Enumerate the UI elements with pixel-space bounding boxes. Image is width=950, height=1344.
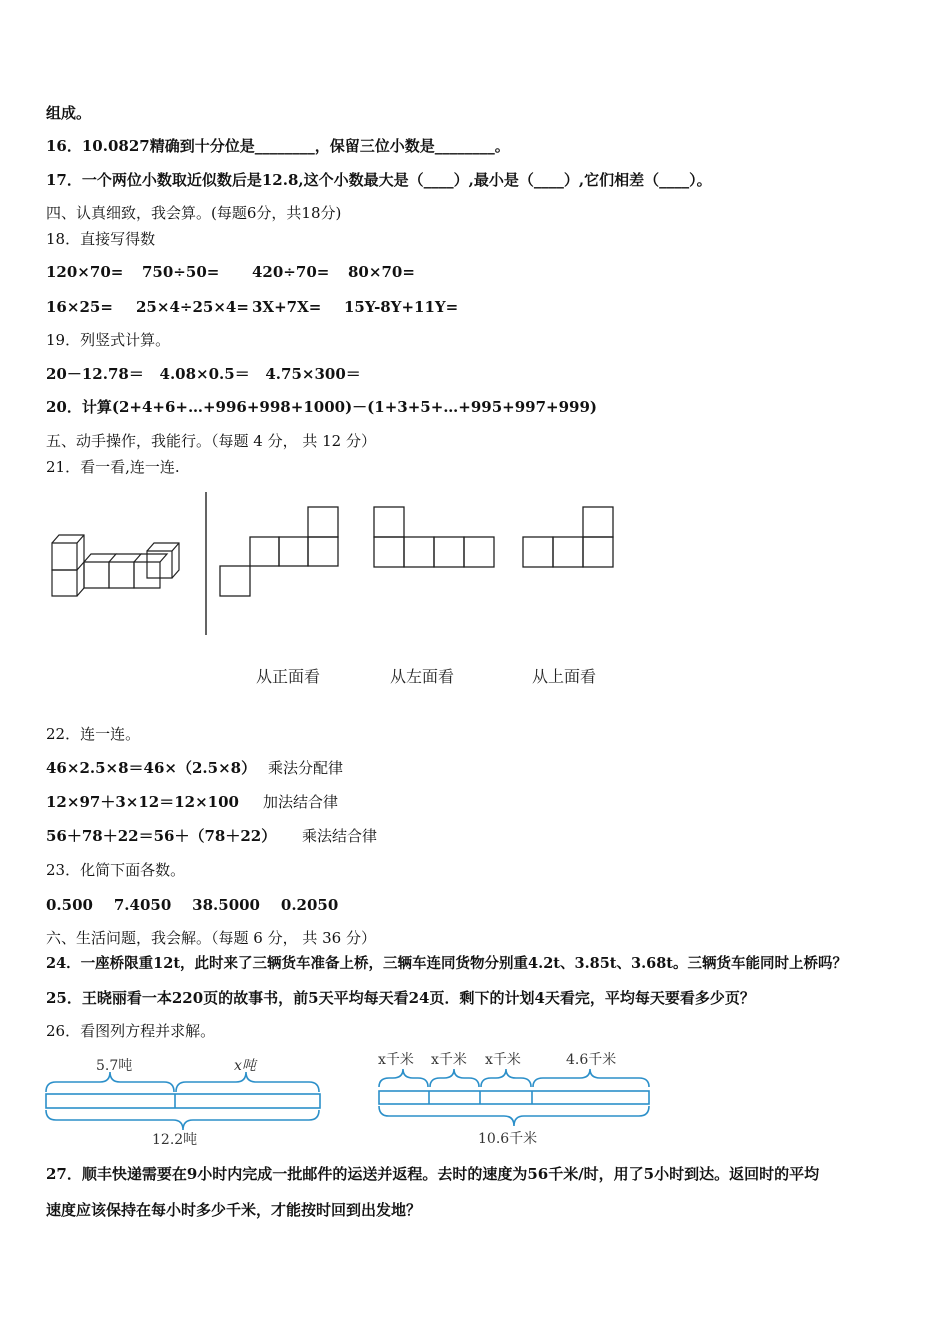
view-c <box>523 507 613 567</box>
q18-item: 120×70= <box>46 263 124 281</box>
view-label-left: 从左面看 <box>390 667 455 686</box>
q22-left-3: 56＋78＋22＝56＋（78＋22） <box>46 827 277 845</box>
diagram-2-total: 10.6千米 <box>478 1131 538 1147</box>
view-a <box>220 507 338 596</box>
question-20: 20．计算(2+4+6+…+996+998+1000)－(1+3+5+…+995+997+999) <box>46 398 598 416</box>
q18-item: 750÷50= <box>142 263 220 281</box>
q18-row-1 <box>46 262 415 282</box>
diagram-2-label-d: 4.6千米 <box>566 1052 617 1068</box>
section-heading-4: 四、认真细致，我会算。(每题6分，共18分) <box>46 204 342 222</box>
cube-solid <box>52 535 179 596</box>
question-21: 21．看一看,连一连. <box>46 458 180 476</box>
q18-item: 3X+7X= <box>252 298 322 316</box>
section-heading-5: 五、动手操作，我能行。（每题 4 分， 共 12 分） <box>46 432 376 450</box>
question-26: 26．看图列方程并求解。 <box>46 1022 216 1040</box>
question-17: 17．一个两位小数取近似数后是12.8,这个小数最大是（____）,最小是（____）,它们相差（____）。 <box>46 171 712 189</box>
question-27-line-1: 27．顺丰快递需要在9小时内完成一批邮件的运送并返程。去时的速度为56千米/时，用了5小时到达。返回时的平均 <box>46 1165 820 1183</box>
q22-right-1: 乘法分配律 <box>268 759 344 777</box>
diagram-2-label-b: x千米 <box>431 1052 467 1068</box>
q22-left-2: 12×97＋3×12＝12×100 <box>46 793 239 811</box>
diagram-1-label-b: x吨 <box>234 1058 256 1074</box>
segment-diagram-2 <box>379 1069 649 1126</box>
q18-item: 15Y-8Y+11Y= <box>344 298 459 316</box>
q22-right-3: 乘法结合律 <box>302 827 378 845</box>
question-24: 24．一座桥限重12t，此时来了三辆货车准备上桥，三辆车连同货物分别重4.2t、3.85t、3.68t。三辆货车能同时上桥吗？ <box>46 955 848 972</box>
q18-item: 25×4÷25×4= <box>136 298 249 316</box>
question-16: 16．10.0827精确到十分位是________，保留三位小数是________。 <box>46 137 510 155</box>
question-18: 18．直接写得数 <box>46 230 156 248</box>
section-heading-6: 六、生活问题，我会解。（每题 6 分， 共 36 分） <box>46 929 376 947</box>
question-23: 23．化简下面各数。 <box>46 861 186 879</box>
q18-item: 80×70= <box>348 263 415 281</box>
diagram-1-label-a: 5.7吨 <box>96 1058 133 1074</box>
segment-diagram-1 <box>46 1072 320 1130</box>
q21-cube-figure <box>0 488 950 648</box>
q23-items: 0.500 7.4050 38.5000 0.2050 <box>46 896 339 914</box>
q22-right-2: 加法结合律 <box>263 793 339 811</box>
diagram-2-label-c: x千米 <box>485 1052 521 1068</box>
view-label-front: 从正面看 <box>256 667 321 686</box>
text-line: 组成。 <box>46 104 92 122</box>
q19-items: 20－12.78＝ 4.08×0.5＝ 4.75×300＝ <box>46 365 361 383</box>
q18-item: 420÷70= <box>252 263 330 281</box>
view-label-top: 从上面看 <box>532 667 597 686</box>
q26-figures <box>0 1045 950 1155</box>
q18-item: 16×25= <box>46 298 113 316</box>
view-b <box>374 507 494 567</box>
q22-left-1: 46×2.5×8＝46×（2.5×8） <box>46 759 257 777</box>
diagram-2-label-a: x千米 <box>378 1052 414 1068</box>
diagram-1-total: 12.2吨 <box>152 1132 198 1148</box>
question-22: 22．连一连。 <box>46 725 141 743</box>
question-25: 25．王晓丽看一本220页的故事书，前5天平均每天看24页．剩下的计划4天看完，平均每天要看多少页？ <box>46 989 755 1007</box>
question-19: 19．列竖式计算。 <box>46 331 171 349</box>
question-27-line-2: 速度应该保持在每小时多少千米，才能按时回到出发地？ <box>46 1201 422 1219</box>
q18-row-2 <box>46 297 458 317</box>
